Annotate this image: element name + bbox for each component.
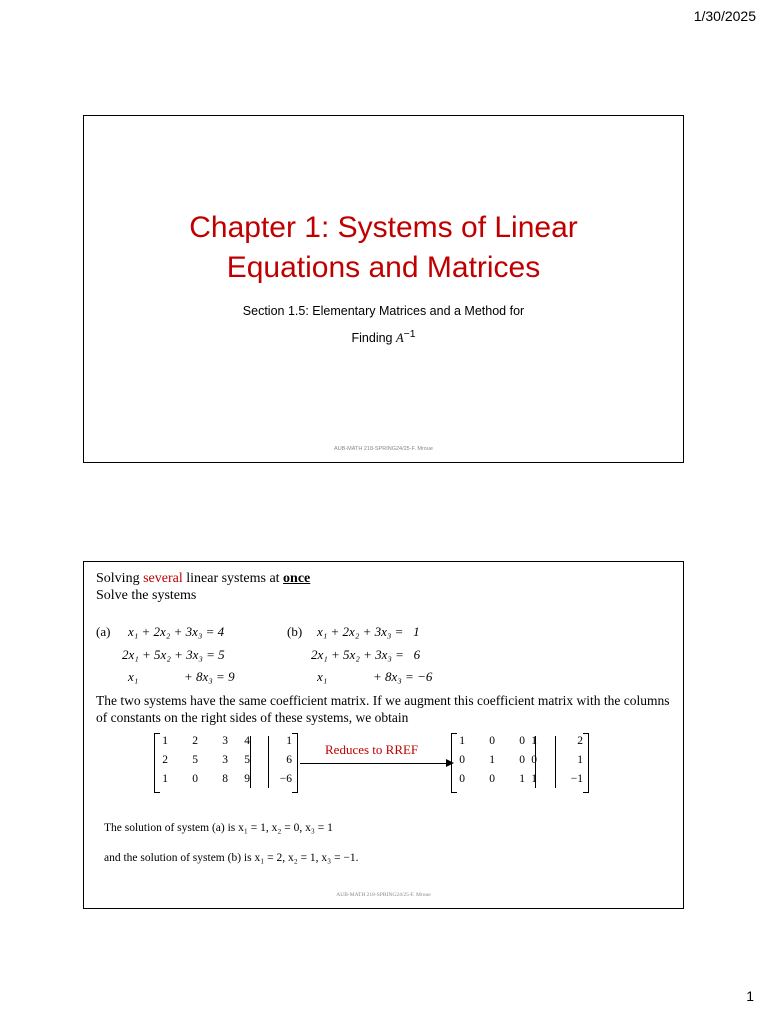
matrix-cell: 0	[519, 735, 525, 747]
matrix-cell: −6	[279, 773, 292, 785]
slide-footer: AUB-MATH 218-SPRING24/25-F. Mroue	[336, 892, 431, 898]
matrix-row	[451, 735, 589, 755]
matrix-row	[451, 773, 589, 793]
matrix-cell: 5	[244, 754, 250, 766]
explanation-paragraph: The two systems have the same coefficient matrix. If we augment this coefficient matrix with the columns of constants on the right sides of these systems, we obtain	[96, 693, 670, 725]
matrix-cell: 0	[519, 754, 525, 766]
system-b-eq1: x₁ + 2x₂ + 3x₃ = 1	[317, 624, 420, 639]
slide-footer: AUB-MATH 218-SPRING24/25-F. Mroue	[334, 446, 433, 452]
matrix-cell: 1	[162, 773, 168, 785]
slide-heading: Solving several linear systems at once Solve the systems	[96, 571, 311, 603]
matrix-row	[154, 773, 298, 793]
system-b-eq2: 2x₁ + 5x₂ + 3x₃ = 6	[311, 647, 421, 662]
matrix-cell: 1	[459, 735, 465, 747]
matrix-cell: 0	[489, 773, 495, 785]
augmented-matrix	[154, 733, 298, 793]
matrix-cell: 0	[531, 754, 537, 766]
chapter-title	[84, 208, 683, 288]
solution-a: The solution of system (a) is x₁ = 1, x₂ = 0, x₃ = 1	[104, 822, 333, 834]
rref-arrow-label: Reduces to RREF	[325, 742, 419, 757]
matrix-cell: 2	[162, 754, 168, 766]
matrix-row	[451, 754, 589, 774]
matrix-cell: 0	[459, 754, 465, 766]
heading-line2: Solve the systems	[96, 588, 197, 603]
matrix-cell: 6	[286, 754, 292, 766]
matrix-cell: 0	[459, 773, 465, 785]
matrix-cell: 1	[286, 735, 292, 747]
matrix-row	[154, 735, 298, 755]
solution-b: and the solution of system (b) is x₁ = 2, x₂ = 1, x₃ = −1.	[104, 852, 359, 864]
matrix-cell: 1	[531, 773, 537, 785]
matrix-a-symbol: A	[395, 331, 404, 346]
rref-matrix	[451, 733, 589, 793]
matrix-cell: −1	[570, 773, 583, 785]
matrix-cell: 2	[577, 735, 583, 747]
system-a-eq1: x₁ + 2x₂ + 3x₃ = 4	[128, 624, 225, 639]
subtitle-line1: Section 1.5: Elementary Matrices and a Method for	[242, 304, 525, 318]
matrix-cell: 1	[489, 754, 495, 766]
matrix-cell: 8	[222, 773, 228, 785]
system-a-eq3-right: + 8x₃ = 9	[184, 669, 235, 684]
section-subtitle	[84, 300, 683, 350]
matrix-cell: 0	[192, 773, 198, 785]
subtitle-prefix: Finding	[351, 331, 396, 346]
matrix-cell: 4	[244, 735, 250, 747]
slide-content	[83, 561, 684, 909]
subtitle-line2	[84, 323, 683, 350]
page-number: 1	[746, 988, 754, 1004]
chapter-title-line1: Chapter 1: Systems of Linear	[189, 211, 578, 244]
matrix-cell: 5	[192, 754, 198, 766]
heading-emphasis: several	[143, 571, 183, 586]
system-b-label: (b)	[287, 624, 303, 639]
matrix-cell: 1	[531, 735, 537, 747]
matrix-cell: 2	[192, 735, 198, 747]
matrix-cell: 0	[489, 735, 495, 747]
print-date: 1/30/2025	[693, 8, 756, 24]
system-b-eq3-left: x₁	[317, 669, 328, 684]
inverse-superscript: −1	[403, 329, 416, 340]
matrix-row	[154, 754, 298, 774]
heading-once: once	[283, 571, 311, 586]
matrix-cell: 1	[577, 754, 583, 766]
matrix-cell: 1	[162, 735, 168, 747]
slide-title	[83, 115, 684, 463]
matrix-cell: 9	[244, 773, 250, 785]
system-a-eq3-left: x₁	[128, 669, 139, 684]
matrix-cell: 3	[222, 735, 228, 747]
system-a-label: (a)	[96, 624, 111, 639]
matrix-cell: 1	[519, 773, 525, 785]
system-a-eq2: 2x₁ + 5x₂ + 3x₃ = 5	[122, 647, 225, 662]
rref-arrow	[300, 763, 446, 764]
matrix-cell: 3	[222, 754, 228, 766]
system-b-eq3-right: + 8x₃ = −6	[373, 669, 433, 684]
chapter-title-line2: Equations and Matrices	[226, 251, 541, 284]
